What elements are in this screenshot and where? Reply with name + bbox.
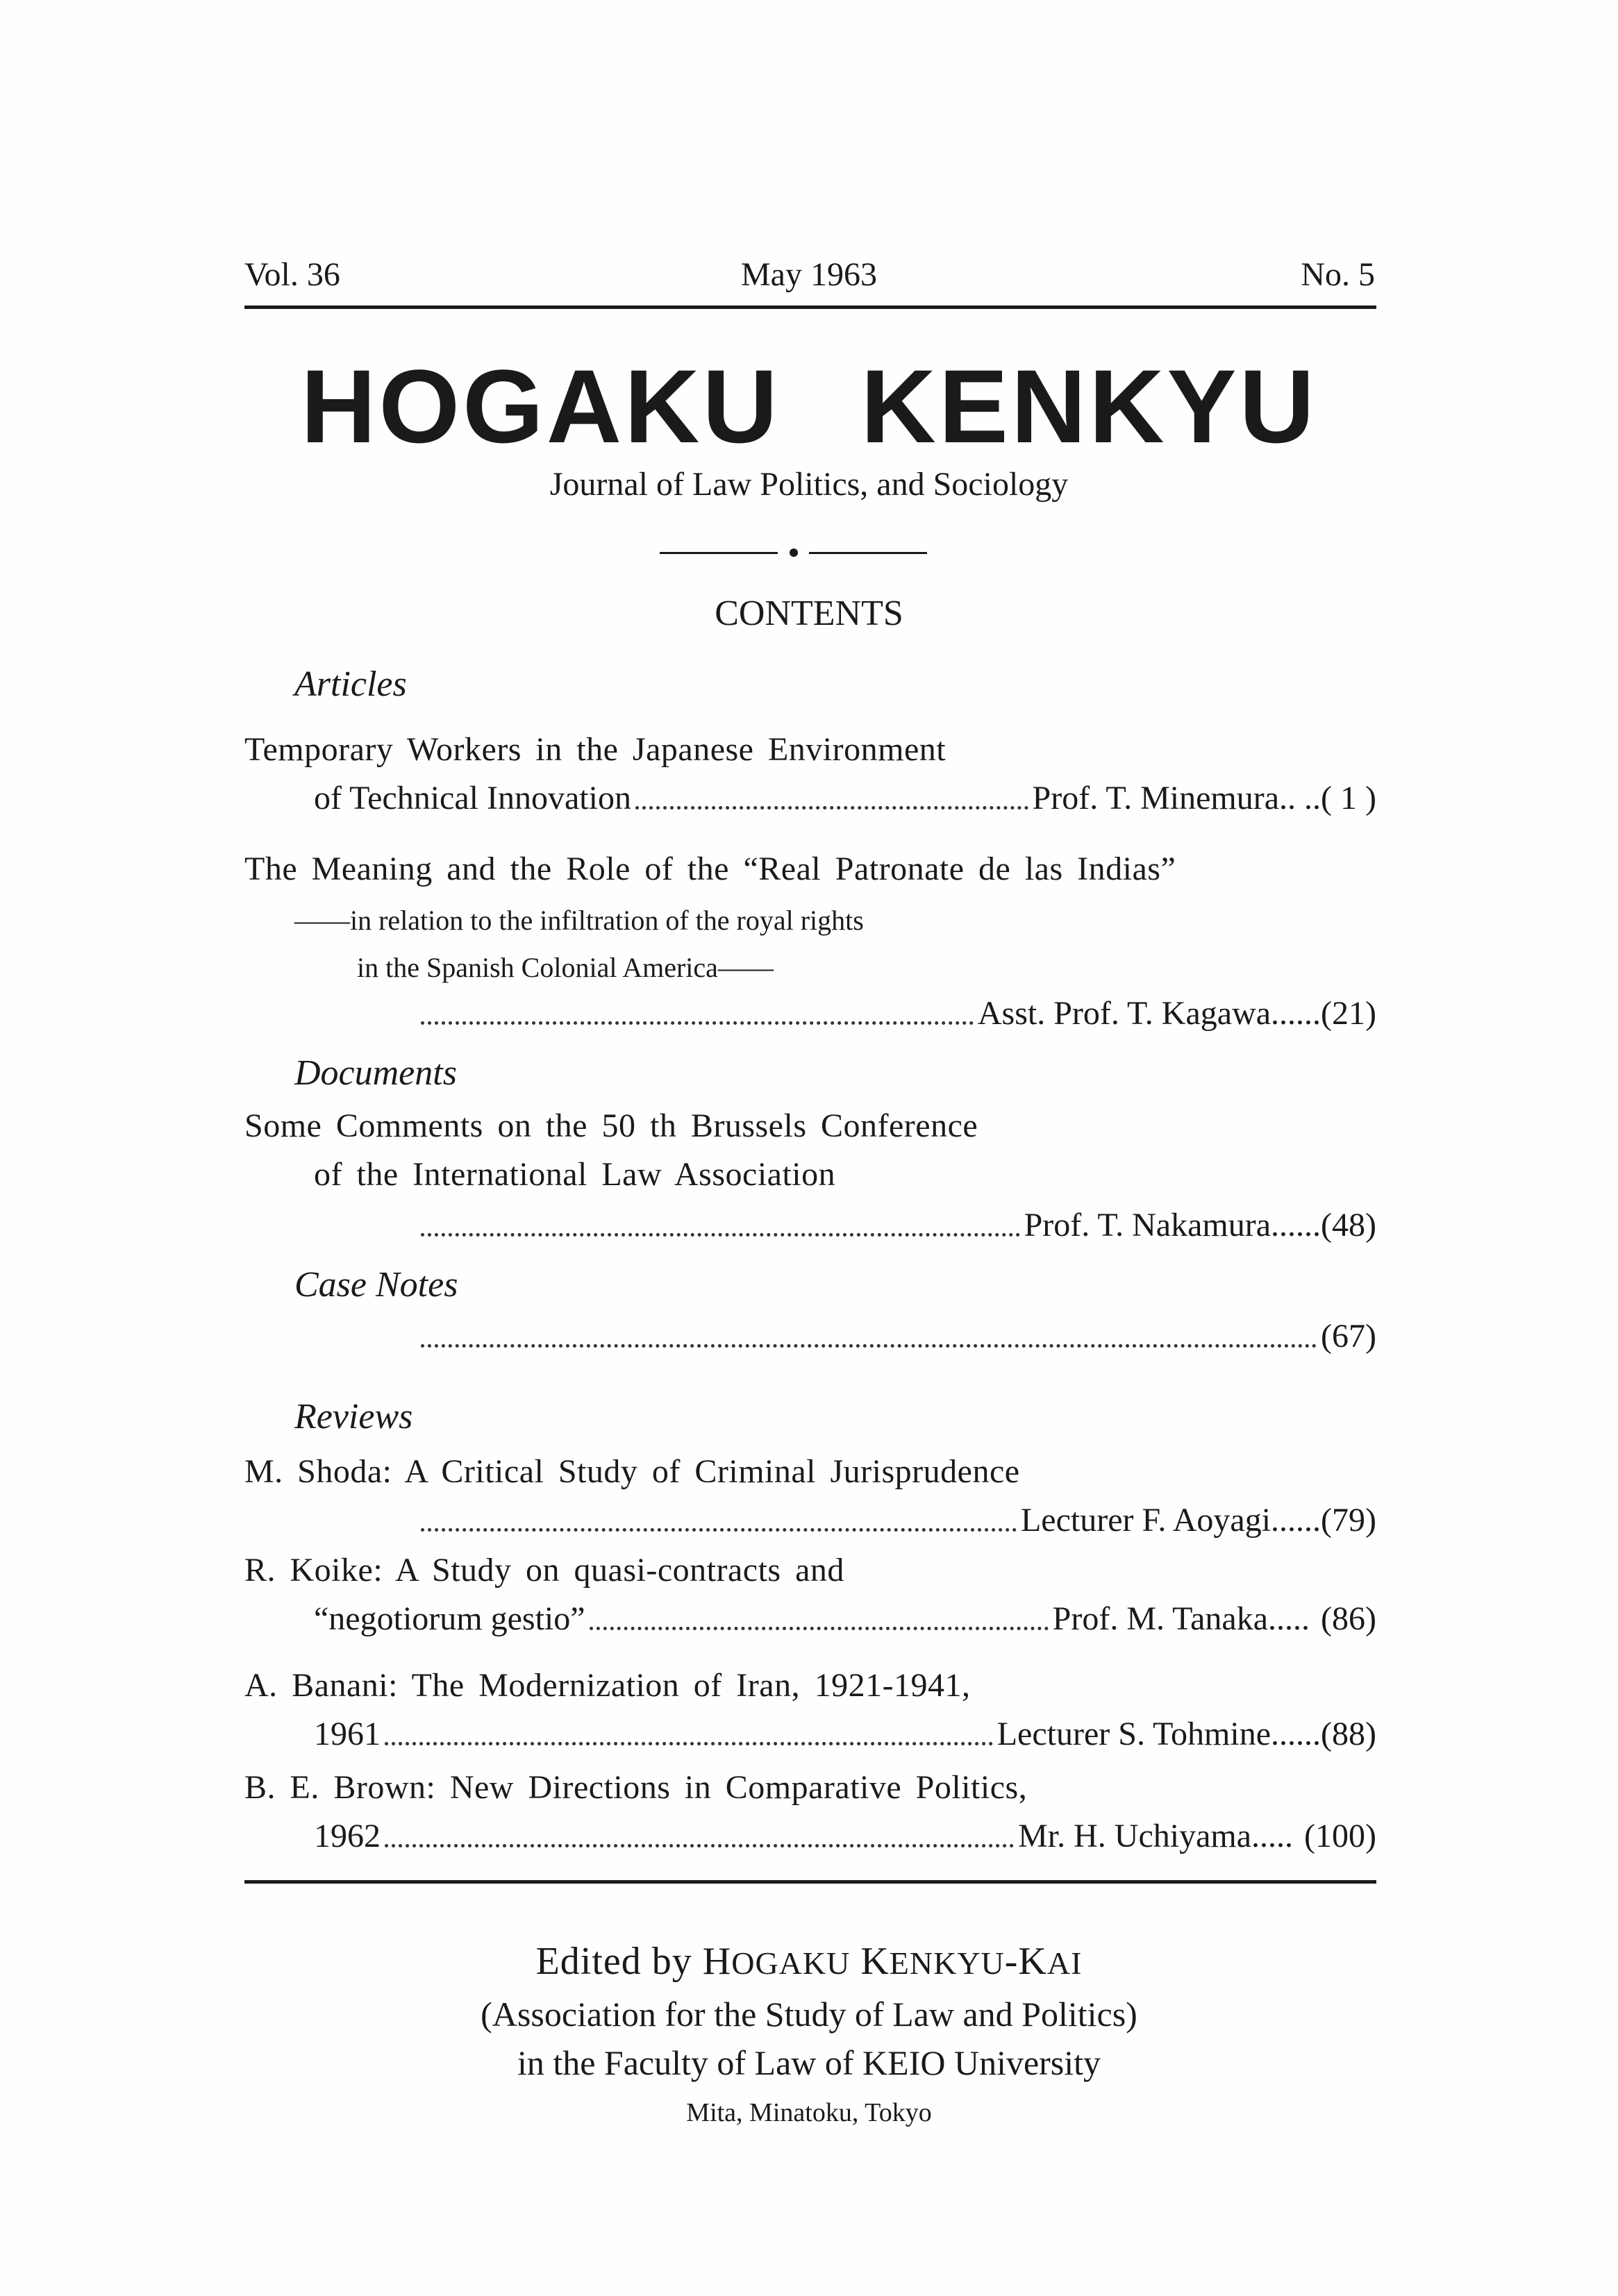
- article-2-subtitle-line-1: ——in relation to the infiltration of the royal rights: [294, 905, 864, 936]
- contents-heading: CONTENTS: [715, 594, 903, 633]
- dot-leader: [590, 1627, 1049, 1630]
- review-1-author: Lecturer F. Aoyagi......: [1020, 1502, 1321, 1539]
- article-1-title-line-2: of Technical Innovation: [314, 780, 631, 816]
- dot-leader: [421, 1021, 974, 1025]
- society-ai: AI: [1046, 1945, 1083, 1981]
- section-heading-documents: Documents: [294, 1053, 457, 1093]
- journal-title: HOGAKU KENKYU: [301, 348, 1317, 464]
- section-heading-articles: Articles: [294, 664, 407, 704]
- dot-leader: [421, 1528, 1017, 1532]
- society-dash-k: -K: [1004, 1940, 1047, 1983]
- dot-leader: [385, 1742, 993, 1745]
- review-4-title-line-2: 1962: [314, 1818, 381, 1854]
- dot-leader: [635, 806, 1028, 810]
- case-notes-page: (67): [1321, 1318, 1376, 1355]
- society-letter-k: K: [850, 1940, 890, 1983]
- volume-label: Vol. 36: [244, 256, 340, 293]
- dot-leader: [385, 1844, 1014, 1847]
- review-4-title-line-1: B. E. Brown: New Directions in Comparative Politics,: [244, 1769, 1028, 1806]
- society-ogaku: OGAKU: [731, 1945, 851, 1981]
- article-2-author: Asst. Prof. T. Kagawa......: [977, 995, 1321, 1032]
- review-2-title-line-1: R. Koike: A Study on quasi-contracts and: [244, 1552, 844, 1589]
- footer-rule: [244, 1880, 1376, 1884]
- review-3-title-line-1: A. Banani: The Modernization of Iran, 1921-1941,: [244, 1667, 971, 1704]
- review-4-page: (100): [1304, 1818, 1376, 1854]
- document-1-title-line-2: of the International Law Association: [314, 1156, 836, 1193]
- document-1-title-line-1: Some Comments on the 50 th Brussels Conference: [244, 1107, 978, 1144]
- society-enkyu: ENKYU: [889, 1945, 1005, 1981]
- document-1-page: (48): [1321, 1207, 1376, 1243]
- section-heading-case-notes: Case Notes: [294, 1265, 458, 1305]
- review-1-title: M. Shoda: A Critical Study of Criminal Jurisprudence: [244, 1453, 1020, 1490]
- issue-number: No. 5: [1301, 256, 1375, 293]
- review-2-title-line-2: “negotiorum gestio”: [314, 1600, 585, 1637]
- article-1-title-line-1: Temporary Workers in the Japanese Environment: [244, 731, 946, 768]
- review-2-page: (86): [1321, 1600, 1376, 1637]
- review-3-entry: [314, 1713, 1376, 1755]
- article-2-page: (21): [1321, 995, 1376, 1032]
- document-1-entry: [417, 1205, 1376, 1246]
- review-3-author: Lecturer S. Tohmine......: [996, 1716, 1321, 1752]
- document-1-author: Prof. T. Nakamura......: [1024, 1207, 1321, 1243]
- faculty-line: in the Faculty of Law of KEIO University: [517, 2043, 1101, 2082]
- article-1-page: ( 1 ): [1321, 780, 1376, 816]
- header-rule: [244, 305, 1376, 309]
- society-letter-h: H: [702, 1940, 732, 1983]
- case-notes-entry: [417, 1316, 1376, 1357]
- review-4-author: Mr. H. Uchiyama.....: [1018, 1818, 1294, 1854]
- article-2-title-line-1: The Meaning and the Role of the “Real Patronate de las Indias”: [244, 850, 1176, 887]
- edited-by-label: Edited by: [535, 1940, 703, 1983]
- review-2-entry: [314, 1598, 1376, 1640]
- article-1-entry: [314, 778, 1376, 819]
- journal-subtitle: Journal of Law Politics, and Sociology: [549, 466, 1069, 503]
- review-4-entry: [314, 1816, 1376, 1857]
- article-2-subtitle-line-2: in the Spanish Colonial America——: [357, 952, 774, 983]
- address-line: Mita, Minatoku, Tokyo: [686, 2098, 932, 2127]
- review-3-page: (88): [1321, 1716, 1376, 1752]
- section-heading-reviews: Reviews: [294, 1397, 413, 1436]
- edited-by-line: [0, 1937, 1618, 1988]
- association-line: (Association for the Study of Law and Politics): [481, 1995, 1137, 2034]
- dot-leader: [421, 1344, 1317, 1348]
- review-2-author: Prof. M. Tanaka.....: [1052, 1600, 1310, 1637]
- issue-date: May 1963: [741, 256, 877, 293]
- article-2-entry: [417, 993, 1376, 1034]
- dot-leader: [421, 1233, 1020, 1237]
- review-1-page: (79): [1321, 1502, 1376, 1539]
- review-1-entry: [417, 1500, 1376, 1541]
- review-3-title-line-2: 1961: [314, 1716, 381, 1752]
- article-1-author: Prof. T. Minemura.. ..: [1032, 780, 1321, 816]
